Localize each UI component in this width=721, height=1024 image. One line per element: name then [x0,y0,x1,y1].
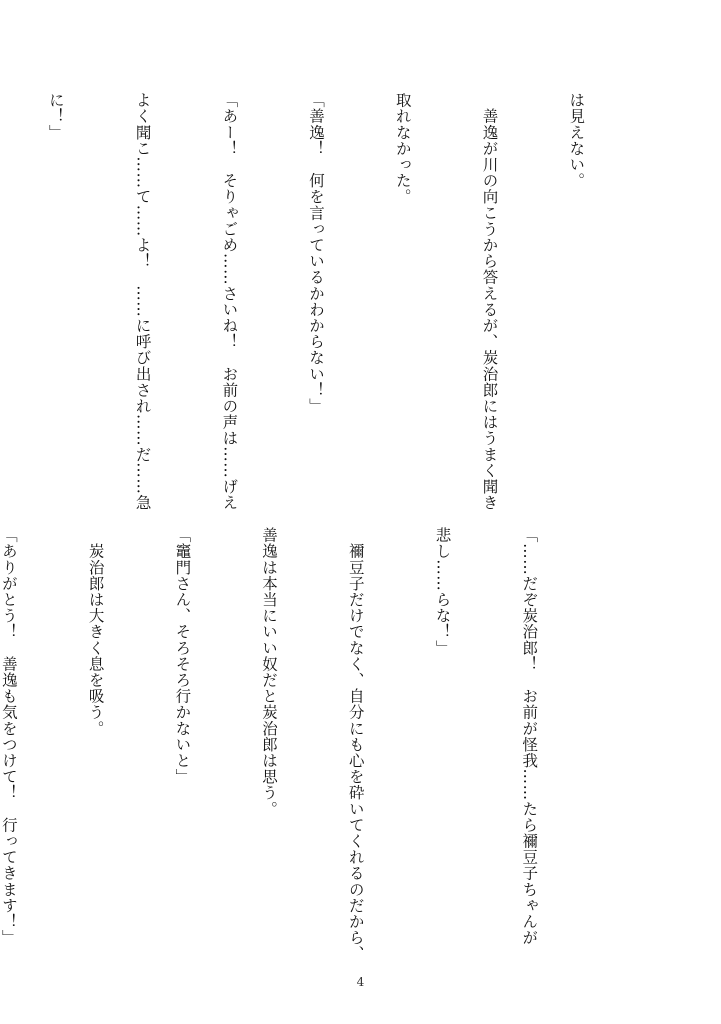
top-text-block [46,92,648,511]
text-line: 「竈門さん、そろそろ行かないと」 [173,527,192,785]
text-line: 禰豆子だけでなく、自分にも心を砕いてくれるのだから、 [346,527,365,962]
text-line: 取れなかった。 [393,92,412,205]
bottom-text-block [0,527,601,962]
text-line: 炭治郎は大きく息を吸う。 [86,527,105,737]
text-line: 悲し……らな！」 [433,527,452,656]
text-line: 善逸が川の向こうから答えるが、炭治郎にはうまく聞き [480,92,499,511]
text-line: 「ありがとう！ 善逸も気をつけて！ 行ってきます！」 [0,527,18,946]
text-line: 「善逸！ 何を言っているかわからない！」 [307,92,326,414]
text-line: 「あー！ そりゃごめ……さいね！ お前の声は……げえ [220,92,239,511]
text-line: 善逸は本当にいい奴だと炭治郎は思う。 [260,527,279,817]
text-line: よく聞こ……て……よ！ ……に呼び出され……だ……急 [133,92,152,511]
page-number: 4 [356,975,365,989]
text-line: に！」 [46,92,65,141]
text-line: 「……だぞ炭治郎！ お前が怪我……たら禰豆子ちゃんが [520,527,539,946]
text-line: は見えない。 [567,92,586,189]
